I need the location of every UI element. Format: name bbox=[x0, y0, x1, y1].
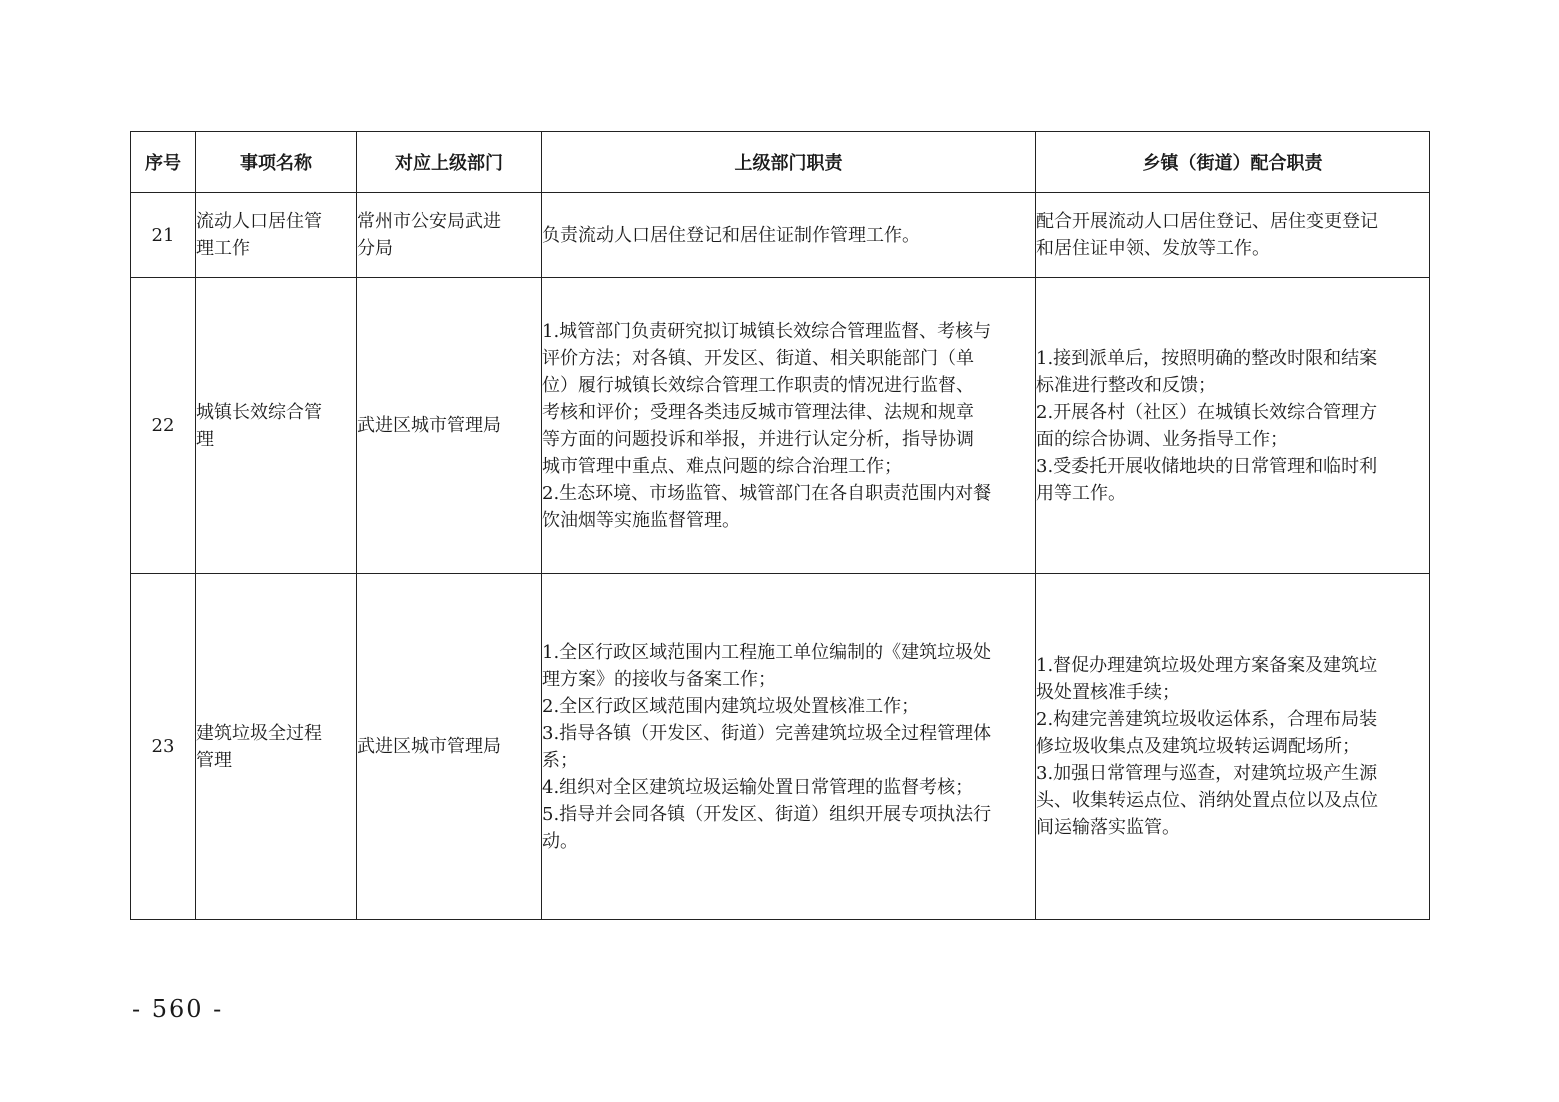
table-row bbox=[131, 193, 1430, 278]
header-superior-duty: 上级部门职责 bbox=[542, 132, 1036, 193]
item-name: 流动人口居住管 理工作 bbox=[196, 193, 357, 278]
row-index: 21 bbox=[131, 193, 196, 278]
superior-duty: 1.全区行政区域范围内工程施工单位编制的《建筑垃圾处 理方案》的接收与备案工作； 2.全区行政区域范围内建筑垃圾处置核准工作； 3.指导各镇（开发区、街道）完善建筑垃圾全过程管理体 系； 4.组织对全区建筑垃圾运输处置日常管理的监督考核； 5.指导并会同各镇（开发区、街道）组织开展专项执法行 动。 bbox=[542, 574, 1036, 920]
header-index: 序号 bbox=[131, 132, 196, 193]
header-town-duty: 乡镇（街道）配合职责 bbox=[1036, 132, 1430, 193]
header-superior-dept: 对应上级部门 bbox=[357, 132, 542, 193]
header-item-name: 事项名称 bbox=[196, 132, 357, 193]
page-number: - 560 - bbox=[132, 995, 224, 1023]
row-index: 22 bbox=[131, 278, 196, 574]
item-name: 建筑垃圾全过程 管理 bbox=[196, 574, 357, 920]
table-row bbox=[131, 574, 1430, 920]
table-header-row bbox=[131, 132, 1430, 193]
superior-duty: 1.城管部门负责研究拟订城镇长效综合管理监督、考核与 评价方法；对各镇、开发区、街道、相关职能部门（单 位）履行城镇长效综合管理工作职责的情况进行监督、 考核和评价；受理各类违反城市管理法律、法规和规章 等方面的问题投诉和举报，并进行认定分析，指导协调 城市管理中重点、难点问题的综合治理工作； 2.生态环境、市场监管、城管部门在各自职责范围内对餐 饮油烟等实施监督管理。 bbox=[542, 278, 1036, 574]
superior-dept: 武进区城市管理局 bbox=[357, 574, 542, 920]
superior-dept: 武进区城市管理局 bbox=[357, 278, 542, 574]
item-name: 城镇长效综合管 理 bbox=[196, 278, 357, 574]
superior-dept: 常州市公安局武进 分局 bbox=[357, 193, 542, 278]
town-duty: 1.督促办理建筑垃圾处理方案备案及建筑垃 圾处置核准手续； 2.构建完善建筑垃圾收运体系，合理布局装 修垃圾收集点及建筑垃圾转运调配场所； 3.加强日常管理与巡查，对建筑垃圾产生源 头、收集转运点位、消纳处置点位以及点位 间运输落实监管。 bbox=[1036, 574, 1430, 920]
town-duty: 配合开展流动人口居住登记、居住变更登记 和居住证申领、发放等工作。 bbox=[1036, 193, 1430, 278]
responsibility-table bbox=[130, 131, 1430, 920]
superior-duty: 负责流动人口居住登记和居住证制作管理工作。 bbox=[542, 193, 1036, 278]
row-index: 23 bbox=[131, 574, 196, 920]
table-row bbox=[131, 278, 1430, 574]
town-duty: 1.接到派单后，按照明确的整改时限和结案 标准进行整改和反馈； 2.开展各村（社区）在城镇长效综合管理方 面的综合协调、业务指导工作； 3.受委托开展收储地块的日常管理和临时利 用等工作。 bbox=[1036, 278, 1430, 574]
